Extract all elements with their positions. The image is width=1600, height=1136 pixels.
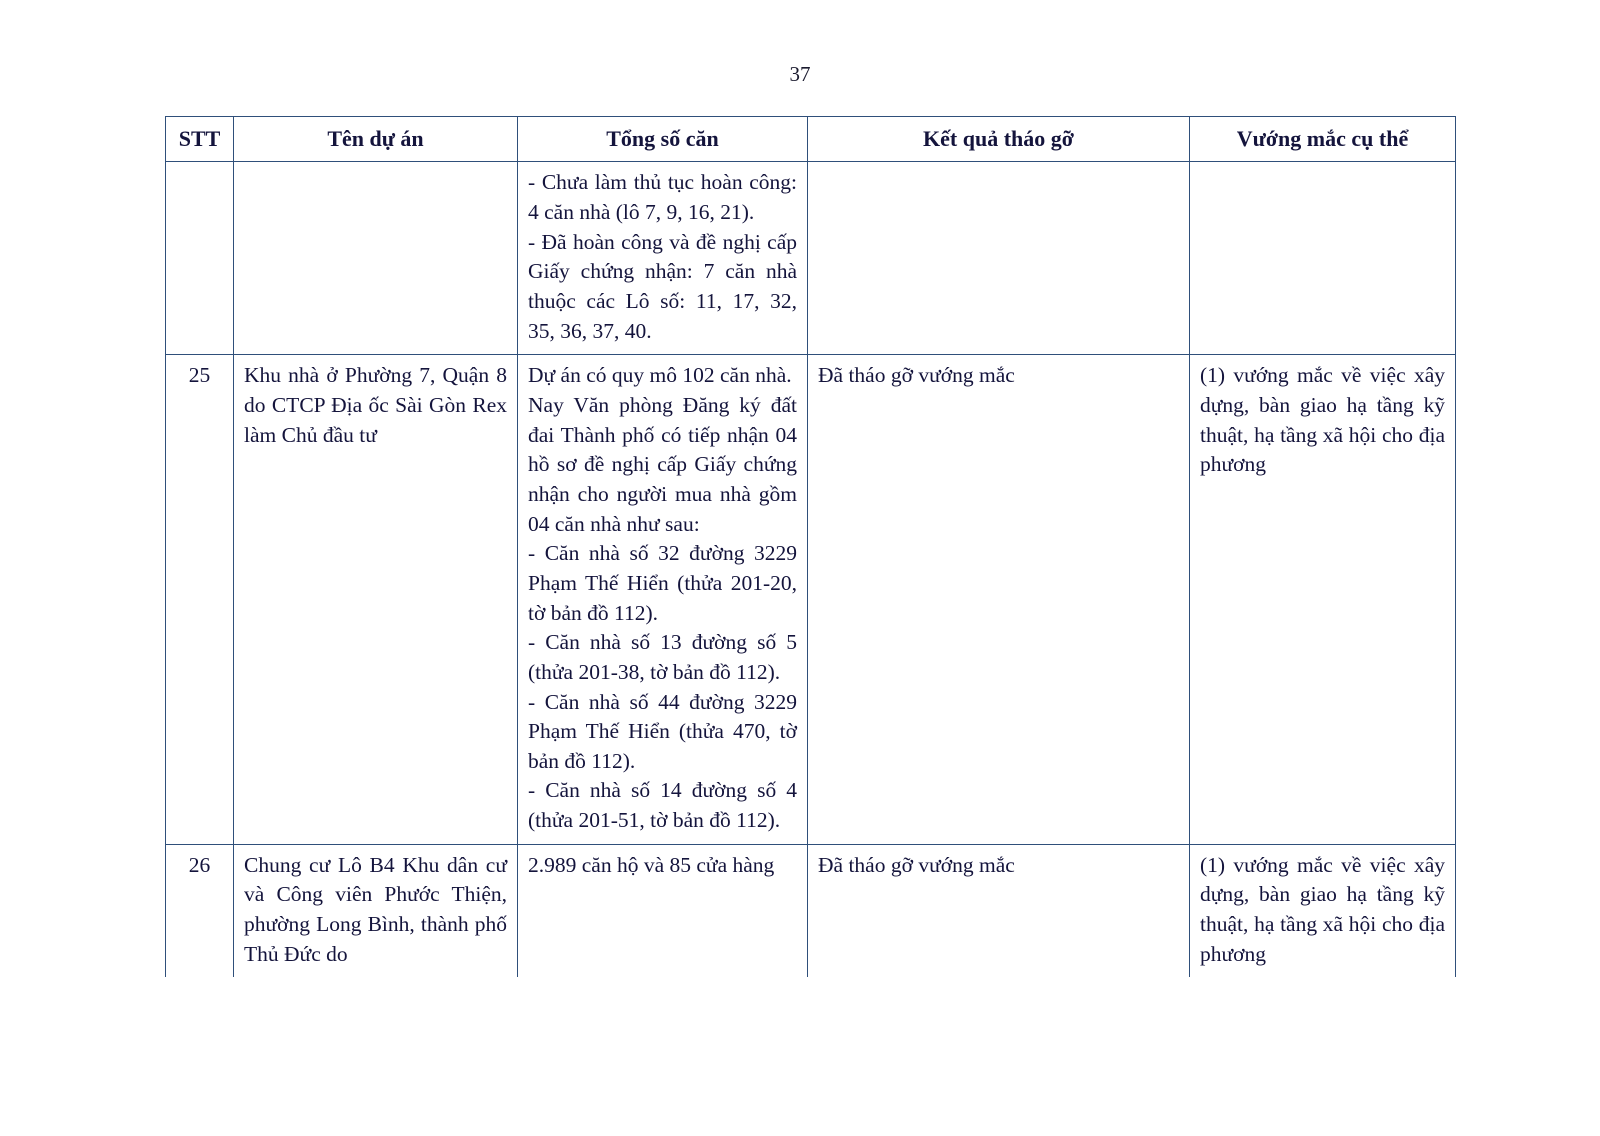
cell-resolution-result: Đã tháo gỡ vướng mắc [808, 844, 1190, 977]
cell-paragraph: - Đã hoàn công và đề nghị cấp Giấy chứng nhận: 7 căn nhà thuộc các Lô số: 11, 17, 32, 35, 36, 37, 40. [528, 229, 797, 343]
cell-paragraph: - Căn nhà số 13 đường số 5 (thửa 201-38, tờ bản đồ 112). [528, 630, 797, 684]
table-row [166, 162, 1456, 355]
table-header-row [166, 117, 1456, 162]
cell-stt: 26 [166, 844, 234, 977]
cell-paragraph: - Căn nhà số 44 đường 3229 Phạm Thế Hiển (thửa 470, tờ bản đồ 112). [528, 689, 797, 773]
cell-project-name: Chung cư Lô B4 Khu dân cư và Công viên Phước Thiện, phường Long Bình, thành phố Thủ Đức do [234, 844, 518, 977]
cell-project-name: Khu nhà ở Phường 7, Quận 8 do CTCP Địa ốc Sài Gòn Rex làm Chủ đầu tư [234, 355, 518, 845]
projects-table [165, 116, 1456, 977]
cell-total-units [518, 844, 808, 977]
column-header-resolution-result: Kết quả tháo gỡ [808, 117, 1190, 162]
column-header-stt: STT [166, 117, 234, 162]
cell-stt: 25 [166, 355, 234, 845]
cell-resolution-result [808, 162, 1190, 355]
cell-project-name [234, 162, 518, 355]
cell-paragraph: - Căn nhà số 32 đường 3229 Phạm Thế Hiển (thửa 201-20, tờ bản đồ 112). [528, 541, 797, 625]
cell-paragraph: - Chưa làm thủ tục hoàn công: 4 căn nhà (lô 7, 9, 16, 21). [528, 170, 797, 225]
table-row [166, 844, 1456, 977]
cell-specific-issue: (1) vướng mắc về việc xây dựng, bàn giao hạ tầng kỹ thuật, hạ tầng xã hội cho địa phương [1190, 355, 1456, 845]
cell-total-units [518, 162, 808, 355]
page-number: 37 [789, 62, 811, 86]
column-header-project-name: Tên dự án [234, 117, 518, 162]
cell-stt [166, 162, 234, 355]
column-header-specific-issue: Vướng mắc cụ thể [1190, 117, 1456, 162]
projects-table-container [165, 116, 1455, 977]
cell-specific-issue: (1) vướng mắc về việc xây dựng, bàn giao hạ tầng kỹ thuật, hạ tầng xã hội cho địa phương [1190, 844, 1456, 977]
cell-paragraph: Nay Văn phòng Đăng ký đất đai Thành phố có tiếp nhận 04 hồ sơ đề nghị cấp Giấy chứng nhận cho người mua nhà gồm 04 căn nhà như sau: [528, 392, 797, 536]
cell-paragraph: - Căn nhà số 14 đường số 4 (thửa 201-51, tờ bản đồ 112). [528, 778, 797, 833]
cell-specific-issue [1190, 162, 1456, 355]
cell-total-units [518, 355, 808, 845]
column-header-total-units: Tổng số căn [518, 117, 808, 162]
table-row [166, 355, 1456, 845]
cell-paragraph: 2.989 căn hộ và 85 cửa hàng [528, 852, 775, 877]
cell-paragraph: Dự án có quy mô 102 căn nhà. [528, 363, 792, 388]
cell-resolution-result: Đã tháo gỡ vướng mắc [808, 355, 1190, 845]
